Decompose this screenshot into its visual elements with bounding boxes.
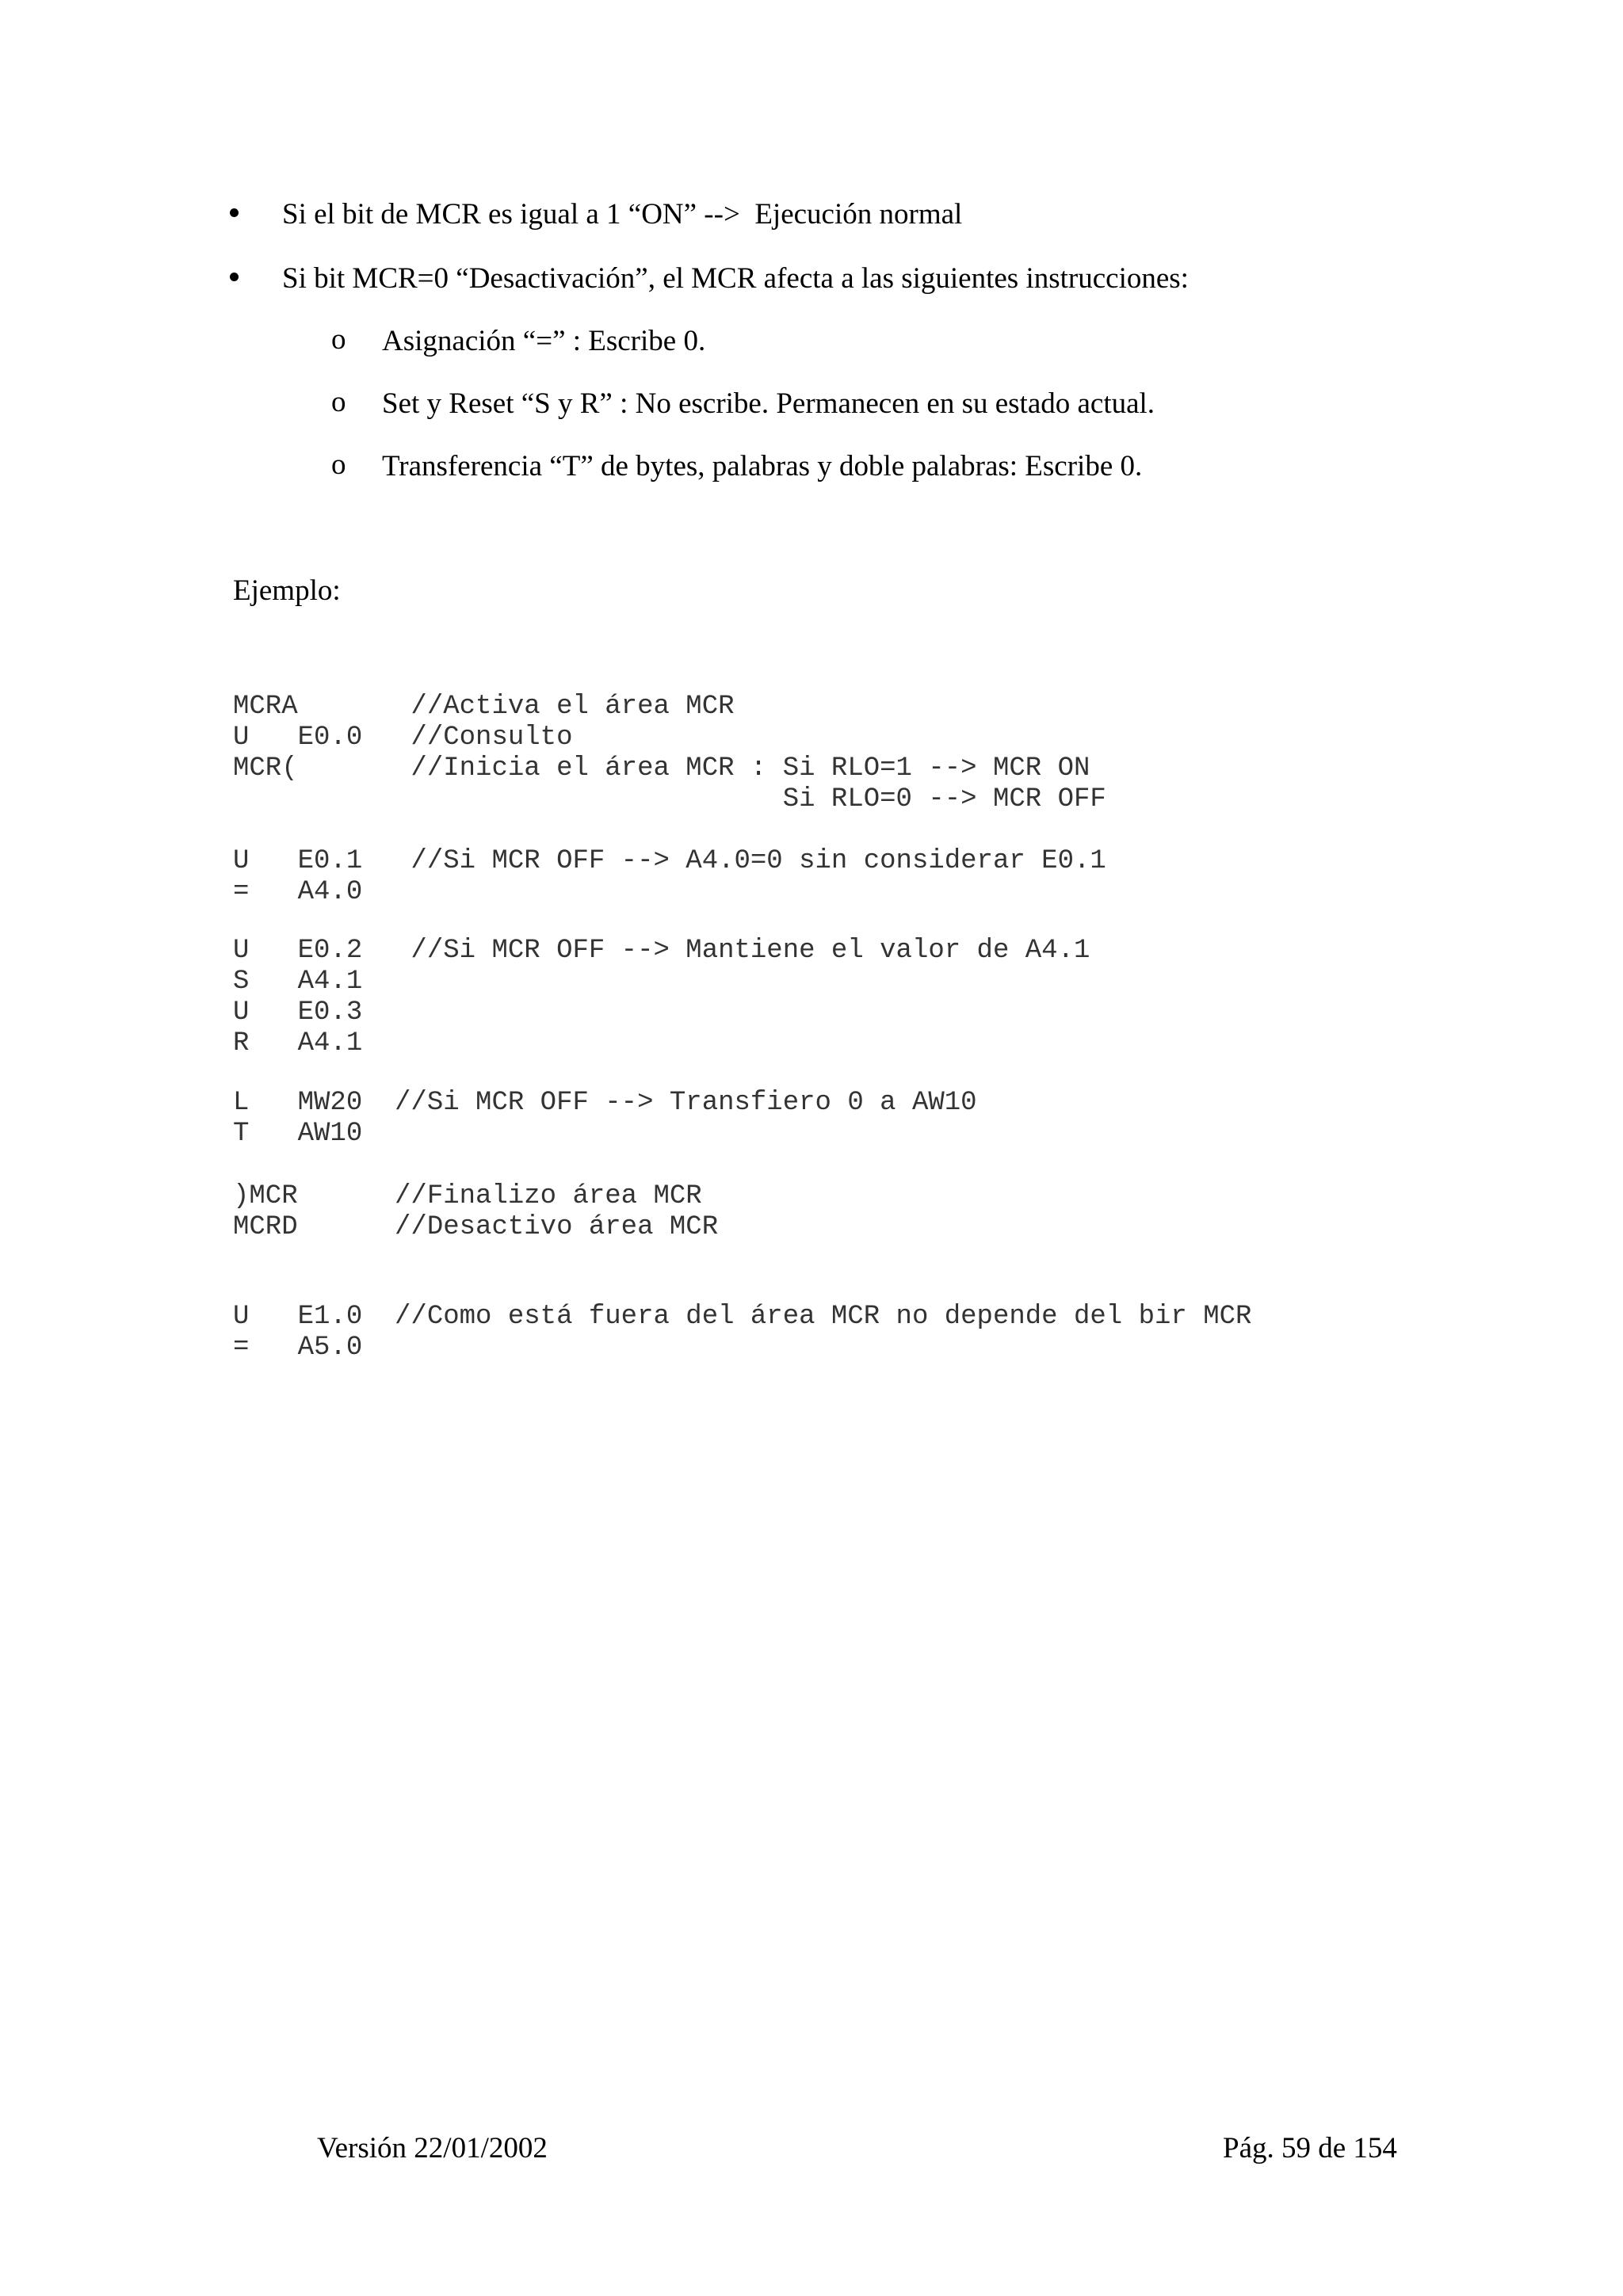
footer-page-number: Pág. 59 de 154	[1223, 2132, 1397, 2164]
code-block: U E1.0 //Como está fuera del área MCR no depende del bir MCR = A5.0	[233, 1302, 1252, 1363]
circle-bullet-icon: o	[331, 323, 346, 356]
code-block: U E0.2 //Si MCR OFF --> Mantiene el valor de A4.1 S A4.1 U E0.3 R A4.1	[233, 936, 1090, 1058]
sub-bullet-text: Transferencia “T” de bytes, palabras y doble palabras: Escribe 0.	[382, 450, 1143, 482]
sub-bullet-item	[331, 448, 1143, 551]
footer-version: Versión 22/01/2002	[317, 2132, 548, 2164]
sub-bullet-text: Asignación “=” : Escribe 0.	[382, 325, 706, 357]
bullet-dot-icon	[230, 273, 239, 281]
example-label: Ejemplo:	[233, 574, 341, 607]
code-block: )MCR //Finalizo área MCR MCRD //Desactivo área MCR	[233, 1181, 719, 1242]
bullet-dot-icon	[230, 208, 239, 217]
code-block: MCRA //Activa el área MCR U E0.0 //Consulto MCR( //Inicia el área MCR : Si RLO=1 --> MCR ON Si RLO=0 --> MCR OFF	[233, 692, 1106, 814]
circle-bullet-icon: o	[331, 448, 346, 481]
code-block: L MW20 //Si MCR OFF --> Transfiero 0 a AW10 T AW10	[233, 1088, 977, 1149]
code-block: U E0.1 //Si MCR OFF --> A4.0=0 sin considerar E0.1 = A4.0	[233, 846, 1106, 907]
sub-bullet-text: Set y Reset “S y R” : No escribe. Permanecen en su estado actual.	[382, 387, 1155, 420]
bullet-text: Si el bit de MCR es igual a 1 “ON” --> Ejecución normal	[282, 198, 963, 231]
circle-bullet-icon: o	[331, 386, 346, 418]
bullet-text: Si bit MCR=0 “Desactivación”, el MCR afecta a las siguientes instrucciones:	[282, 262, 1189, 295]
